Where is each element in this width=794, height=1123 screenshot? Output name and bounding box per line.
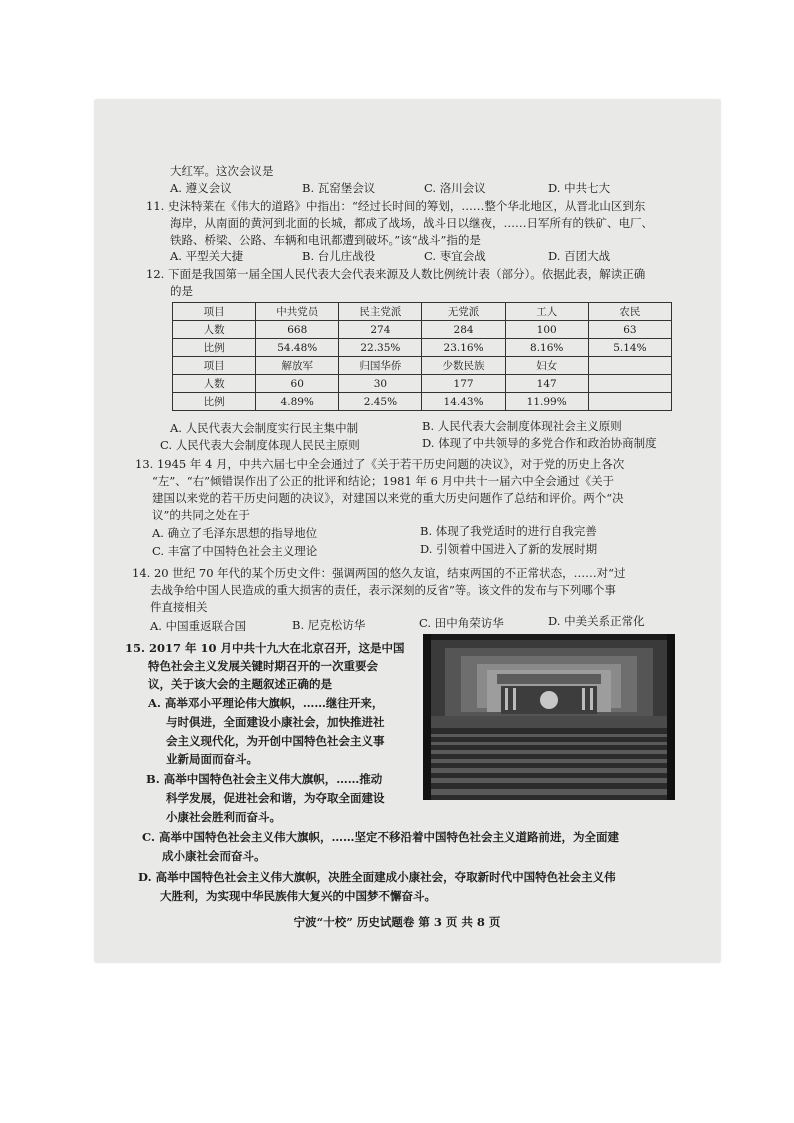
q10-option-c: C. 洛川会议	[424, 181, 486, 195]
table-cell: 解放军	[256, 357, 339, 375]
q15-option-d-line-2: 大胜利，为实现中华民族伟大复兴的中国梦不懈奋斗。	[160, 889, 436, 903]
q11-option-d: D. 百团大战	[548, 249, 611, 263]
congress-hall-photo	[423, 634, 675, 800]
q10-option-d: D. 中共七大	[548, 181, 611, 195]
q15-option-b-line-2: 科学发展，促进社会和谐，为夺取全面建设	[166, 791, 385, 805]
q15-option-a-line-3: 会主义现代化，为开创中国特色社会主义事	[166, 734, 385, 748]
table-cell: 无党派	[422, 303, 505, 321]
table-cell: 8.16%	[505, 339, 588, 357]
table-row	[173, 339, 672, 357]
table-cell: 274	[339, 321, 422, 339]
q13-line-4: 议”的共同之处在于	[152, 508, 250, 522]
q14-line-2: 去战争给中国人民造成的重大损害的责任，表示深刻的反省”等。该文件的发布与下列哪个事	[150, 583, 616, 597]
q12-option-b: B. 人民代表大会制度体现社会主义原则	[422, 419, 622, 433]
q14-line-3: 件直接相关	[150, 600, 208, 614]
q12-option-c: C. 人民代表大会制度体现人民民主原则	[160, 438, 360, 452]
table-cell: 284	[422, 321, 505, 339]
q15-option-c-line-1: C. 高举中国特色社会主义伟大旗帜，……坚定不移沿着中国特色社会主义道路前进，为全面建	[142, 830, 619, 844]
q11-line-3: 铁路、桥梁、公路、车辆和电讯都遭到破坏。”该“战斗”指的是	[170, 233, 481, 247]
q12-line-2: 的是	[170, 284, 193, 298]
table-cell: 147	[505, 375, 588, 393]
table-cell: 比例	[173, 339, 256, 357]
q15-option-a-line-1: A. 高举邓小平理论伟大旗帜，……继往开来，	[148, 696, 384, 710]
table-row	[173, 357, 672, 375]
table-cell: 人数	[173, 321, 256, 339]
table-row	[173, 321, 672, 339]
table-cell: 民主党派	[339, 303, 422, 321]
table-cell: 177	[422, 375, 505, 393]
q14-line-1: 14. 20 世纪 70 年代的某个历史文件：强调两国的悠久友谊，结束两国的不正常状态，……对“过	[132, 566, 626, 580]
q13-option-a: A. 确立了毛泽东思想的指导地位	[152, 526, 318, 540]
q13-line-1: 13. 1945 年 4 月，中共六届七中全会通过了《关于若干历史问题的决议》，对于党的历史上各次	[135, 457, 625, 471]
table-cell: 4.89%	[256, 393, 339, 411]
table-cell: 农民	[588, 303, 671, 321]
table-cell: 人数	[173, 375, 256, 393]
table-cell: 中共党员	[256, 303, 339, 321]
q14-option-d: D. 中美关系正常化	[548, 614, 645, 628]
table-cell: 23.16%	[422, 339, 505, 357]
table-cell: 100	[505, 321, 588, 339]
q13-option-b: B. 体现了我党适时的进行自我完善	[420, 524, 597, 538]
table-cell: 工人	[505, 303, 588, 321]
q14-option-b: B. 尼克松访华	[292, 618, 366, 632]
table-cell: 22.35%	[339, 339, 422, 357]
table-cell	[588, 375, 671, 393]
table-cell: 少数民族	[422, 357, 505, 375]
table-cell: 30	[339, 375, 422, 393]
table-row	[173, 375, 672, 393]
q15-option-b-line-1: B. 高举中国特色社会主义伟大旗帜，……推动	[146, 772, 383, 786]
q13-option-c: C. 丰富了中国特色社会主义理论	[152, 544, 318, 558]
q15-option-a-line-2: 与时俱进，全面建设小康社会，加快推进社	[166, 715, 385, 729]
q12-line-1: 12. 下面是我国第一届全国人民代表大会代表来源及人数比例统计表（部分）。依据此表，解读正确	[146, 267, 646, 281]
table-cell	[588, 393, 671, 411]
table-cell: 63	[588, 321, 671, 339]
q11-option-c: C. 枣宜会战	[424, 249, 486, 263]
table-cell: 54.48%	[256, 339, 339, 357]
table-cell: 60	[256, 375, 339, 393]
table-row	[173, 303, 672, 321]
q11-option-b: B. 台儿庄战役	[302, 249, 376, 263]
q14-option-c: C. 田中角荣访华	[419, 616, 504, 630]
table-cell: 668	[256, 321, 339, 339]
table-cell: 比例	[173, 393, 256, 411]
q15-line-3: 议，关于该大会的主题叙述正确的是	[148, 677, 332, 691]
table-cell: 11.99%	[505, 393, 588, 411]
page-footer: 宁波“十校” 历史试题卷 第 3 页 共 8 页	[293, 915, 501, 929]
q13-option-d: D. 引领着中国进入了新的发展时期	[420, 542, 598, 556]
table-cell: 妇女	[505, 357, 588, 375]
q10-stem-end: 大红军。这次会议是	[170, 164, 274, 178]
q10-option-a: A. 遵义会议	[170, 181, 232, 195]
table-row	[173, 393, 672, 411]
q14-option-a: A. 中国重返联合国	[150, 619, 247, 633]
table-cell	[588, 357, 671, 375]
q15-option-b-line-3: 小康社会胜利而奋斗。	[166, 810, 281, 824]
table-cell: 项目	[173, 303, 256, 321]
q15-option-a-line-4: 业新局面而奋斗。	[166, 752, 258, 766]
q15-option-d-line-1: D. 高举中国特色社会主义伟大旗帜，决胜全面建成小康社会，夺取新时代中国特色社会主义伟	[138, 870, 616, 884]
q12-option-a: A. 人民代表大会制度实行民主集中制	[170, 421, 359, 435]
q13-line-3: 建国以来党的若干历史问题的决议》，对建国以来党的重大历史问题作了总结和评价。两个“决	[152, 491, 624, 505]
table-cell: 2.45%	[339, 393, 422, 411]
table-cell: 14.43%	[422, 393, 505, 411]
q10-option-b: B. 瓦窑堡会议	[302, 181, 376, 195]
table-cell: 项目	[173, 357, 256, 375]
q11-option-a: A. 平型关大捷	[170, 249, 244, 263]
q15-line-2: 特色社会主义发展关键时期召开的一次重要会	[148, 659, 378, 673]
q15-option-c-line-2: 成小康社会而奋斗。	[162, 849, 266, 863]
table-cell: 归国华侨	[339, 357, 422, 375]
q12-option-d: D. 体现了中共领导的多党合作和政治协商制度	[422, 436, 657, 450]
q11-line-2: 海岸，从南面的黄河到北面的长城，都成了战场，战斗日以继夜，……日军所有的铁矿、电厂、	[170, 216, 653, 230]
q15-line-1: 15. 2017 年 10 月中共十九大在北京召开，这是中国	[125, 641, 405, 655]
npc-statistics-table	[172, 302, 672, 411]
q13-line-2: “左”、“右”倾错误作出了公正的批评和结论；1981 年 6 月中共十一届六中全会通过《关于	[152, 474, 615, 488]
q11-line-1: 11. 史沫特莱在《伟大的道路》中指出：“经过长时间的筹划，……整个华北地区，从晋北山区到东	[146, 199, 646, 213]
table-cell: 5.14%	[588, 339, 671, 357]
